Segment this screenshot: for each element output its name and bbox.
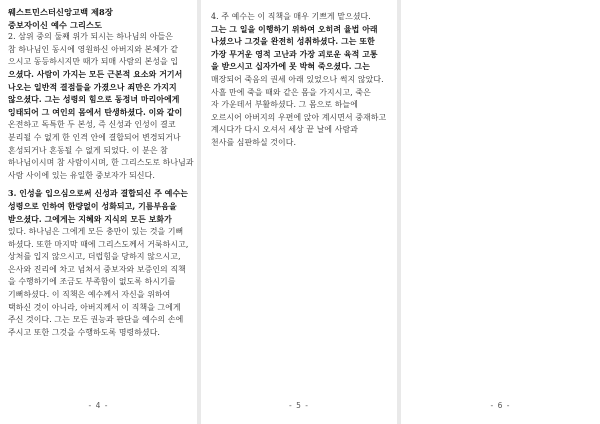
text-line: 주신 것이다. 그는 모든 권능과 판단을 예수의 손에 xyxy=(8,315,184,325)
text-line: 4. 주 예수는 이 직책을 매우 기쁘게 맡으셨다. xyxy=(211,12,371,21)
text-line: 천사를 심판하실 것이다. xyxy=(211,137,297,147)
text-line: 받으셨다. 그에게는 지혜와 지식의 모든 보화가 xyxy=(8,214,172,224)
text-line: 잉태되어 그 여인의 몸에서 탄생하셨다. 이와 같이 xyxy=(8,107,183,117)
text-line: 주시고 또한 그것을 수행하도록 명령하셨다. xyxy=(8,327,161,337)
text-line: 성령으로 인하여 한량없이 성화되고, 기름부음을 xyxy=(8,201,177,211)
text-line: 매장되어 죽음의 권세 아래 있었으나 썩지 않았다. xyxy=(211,74,384,84)
text-line: 사람 사이에 있는 유일한 중보자가 되신다. xyxy=(8,170,155,180)
text-line: 나셨으나 그것을 완전히 성취하셨다. 그는 또한 xyxy=(211,37,375,47)
text-line: 3. 인성을 입으심으로써 신성과 결합되신 주 예수는 xyxy=(8,189,188,199)
text-line: 을 수행하기에 조금도 부족함이 없도록 하시기를 xyxy=(8,277,176,287)
text-line: 참 하나님인 동시에 영원하신 아버지와 본체가 같 xyxy=(8,44,179,54)
text-line: 을 받으시고 십자가에 못 박혀 죽으셨다. 그는 xyxy=(211,62,370,72)
text-line: 으시고 동등하시지만 때가 되매 사람의 본성을 입 xyxy=(8,57,179,67)
heading-line: 중보자이신 예수 그리스도 xyxy=(8,19,103,30)
page-number: - 5 - xyxy=(289,401,309,410)
text-line: 분리될 수 없게 한 인격 안에 결합되어 변경되거나 xyxy=(8,132,181,142)
text-line: 가장 무거운 영적 고난과 가장 괴로운 육적 고통 xyxy=(211,49,378,59)
page-6 xyxy=(401,0,600,424)
text-line: 오르시어 아버지의 우편에 앉아 계시면서 중재하고 xyxy=(211,112,387,122)
text-line: 혼성되거나 혼동될 수 없게 되었다. 이 분은 참 xyxy=(8,145,168,155)
page-number: - 6 - xyxy=(490,401,511,410)
page-4 xyxy=(0,0,197,424)
text-line: 으셨다. 사람이 가지는 모든 근본적 요소와 거기서 xyxy=(8,69,183,79)
text-line: 자 가운데서 부활하셨다. 그 몸으로 하늘에 xyxy=(211,100,358,110)
text-line: 2. 삼위 중의 둘째 위가 되시는 하나님의 아들은 xyxy=(8,32,173,42)
text-line: 있다. 하나님은 그에게 모든 충만이 있는 것을 기뻐 xyxy=(8,227,184,237)
text-line: 않으셨다. 그는 성령의 힘으로 동정녀 마리아에게 xyxy=(8,95,180,105)
text-line: 온전하고 독특한 두 본성, 즉 신성과 인성이 결코 xyxy=(8,120,176,130)
page-4-text xyxy=(8,6,193,339)
page-number: - 4 - xyxy=(88,401,109,410)
heading-line: 웨스트민스터신앙고백 제8장 xyxy=(8,7,113,17)
text-line: 기뻐하셨다. 이 직책은 예수께서 자신을 위하여 xyxy=(8,290,171,300)
text-line: 은사와 진리에 차고 넘쳐서 중보자와 보증인의 직책 xyxy=(8,264,186,274)
text-line: 사흘 만에 죽을 때와 같은 몸을 가지시고, 죽은 xyxy=(211,87,371,97)
text-line: 택하신 것이 아니라, 아버지께서 이 직책을 그에게 xyxy=(8,302,181,312)
text-line: 하나님이시며 참 사람이시며, 한 그리스도로 하나님과 xyxy=(8,158,194,168)
page-5 xyxy=(201,0,397,424)
text-line: 상처를 입지 않으시고, 더럽힘을 당하지 않으시고, xyxy=(8,252,181,262)
page-5-text xyxy=(211,11,393,150)
text-line: 계시다가 다시 오셔서 세상 끝 날에 사람과 xyxy=(211,125,358,135)
text-line: 그는 그 일을 이행하기 위하여 오히려 율법 아래 xyxy=(211,24,378,34)
text-line: 하셨다. 또한 마지막 때에 그리스도께서 거룩하시고, xyxy=(8,239,189,249)
text-line: 나오는 일반적 결점들을 가졌으나 죄만은 가지지 xyxy=(8,82,177,92)
